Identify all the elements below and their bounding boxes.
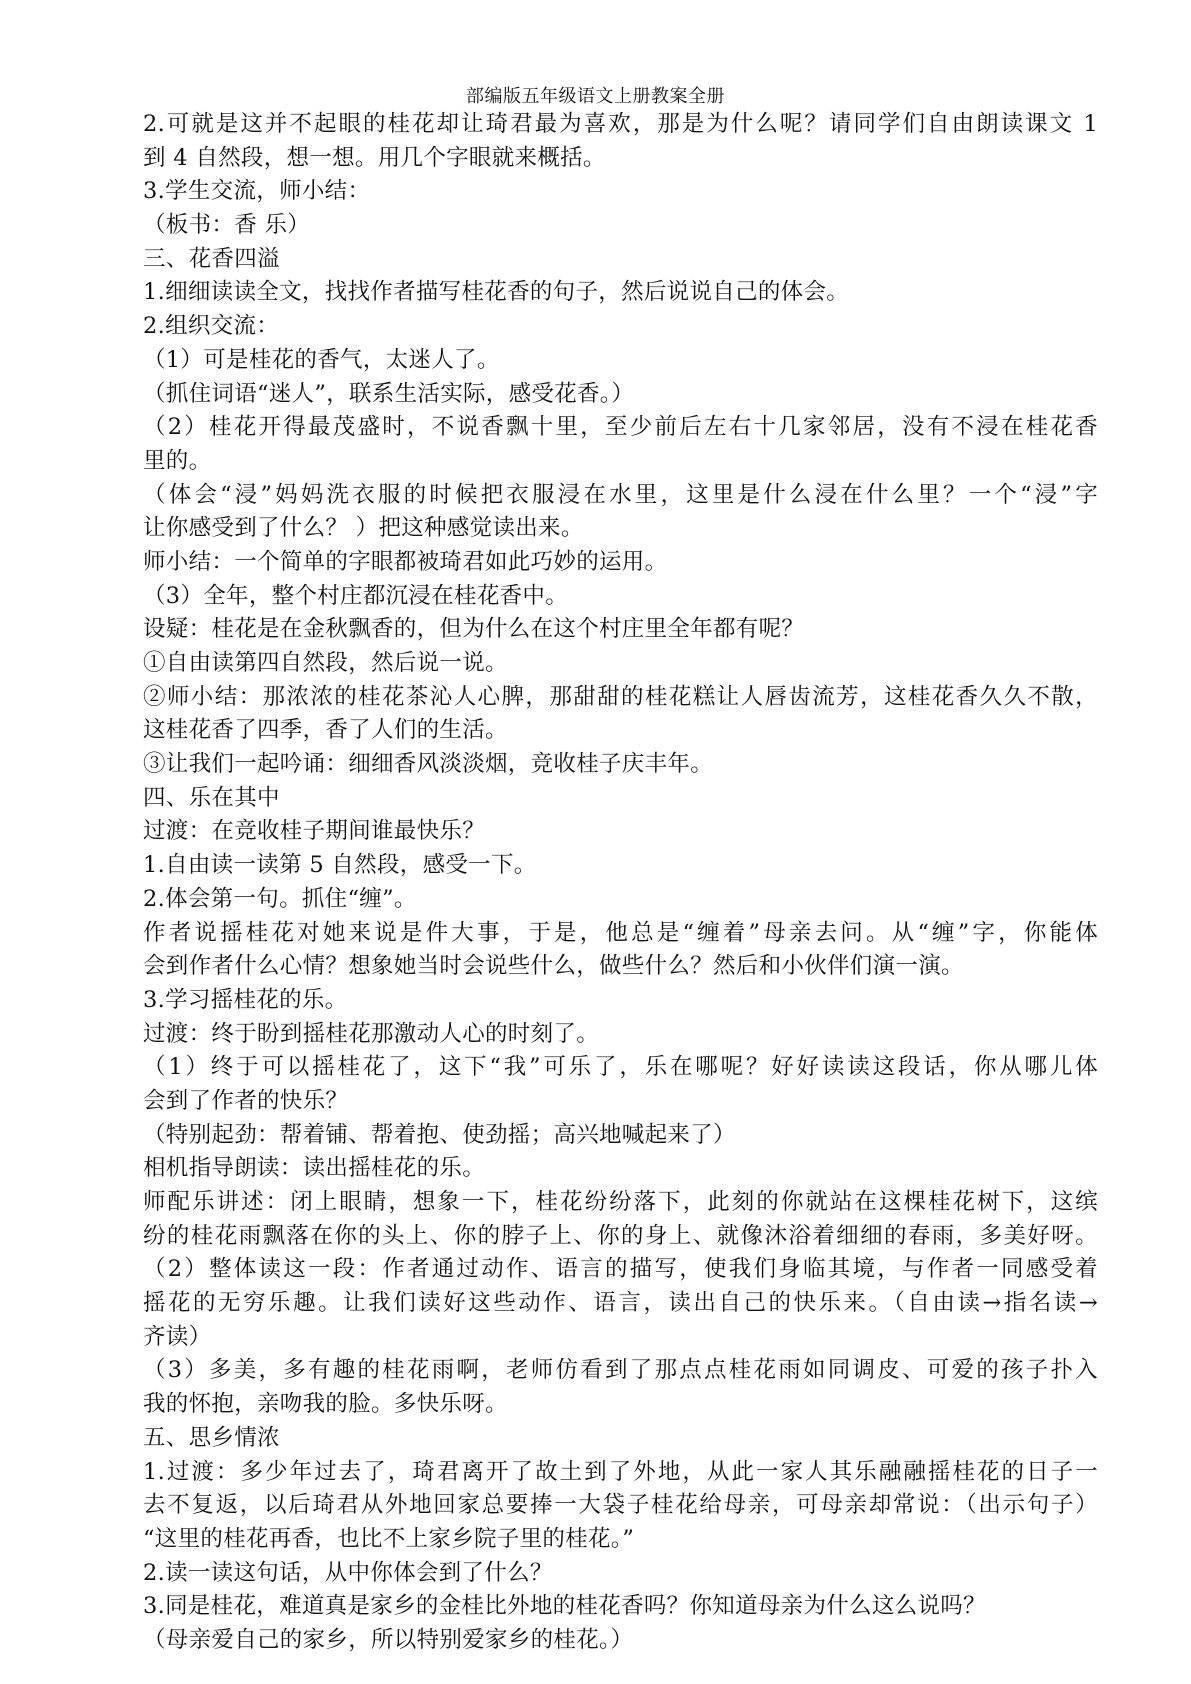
text-line: 四、乐在其中 bbox=[143, 784, 280, 811]
text-line: 2.读一读这句话，从中你体会到了什么？ bbox=[143, 1559, 553, 1586]
text-line: （母亲爱自己的家乡，所以特别爱家乡的桂花。） bbox=[143, 1626, 634, 1653]
text-line: 3.学生交流，师小结： bbox=[143, 178, 371, 205]
text-line: ②师小结：那浓浓的桂花茶沁人心脾，那甜甜的桂花糕让人唇齿流芳，这桂花香久久不散， bbox=[143, 683, 1098, 710]
text-line: 会到了作者的快乐？ bbox=[143, 1087, 349, 1114]
text-line: 摇花的无穷乐趣。让我们读好这些动作、语言，读出自己的快乐来。（自由读→指名读→ bbox=[143, 1290, 1098, 1317]
text-line: 我的怀抱，亲吻我的脸。多快乐呀。 bbox=[143, 1391, 508, 1418]
text-line: 纷的桂花雨飘落在你的头上、你的脖子上、你的身上、就像沐浴着细细的春雨，多美好呀。 bbox=[143, 1222, 1098, 1249]
text-line: 1.自由读一读第 5 自然段，感受一下。 bbox=[143, 852, 537, 879]
text-line: 会到作者什么心情？想象她当时会说些什么，做些什么？然后和小伙伴们演一演。 bbox=[143, 953, 964, 980]
text-line: 1.过渡：多少年过去了，琦君离开了故土到了外地，从此一家人其乐融融摇桂花的日子一 bbox=[143, 1458, 1098, 1485]
text-line: （特别起劲：帮着铺、帮着抱、使劲摇；高兴地喊起来了） bbox=[143, 1121, 736, 1148]
text-line: ③让我们一起吟诵：细细香风淡淡烟，竞收桂子庆丰年。 bbox=[143, 751, 714, 778]
text-line: 2.体会第一句。抓住“缠”。 bbox=[143, 885, 417, 912]
text-line: 师小结：一个简单的字眼都被琦君如此巧妙的运用。 bbox=[143, 548, 668, 575]
text-line: 到 4 自然段，想一想。用几个字眼就来概括。 bbox=[143, 144, 606, 171]
document-body bbox=[143, 108, 1098, 1658]
text-line: 过渡：在竞收桂子期间谁最快乐？ bbox=[143, 818, 486, 845]
text-line: （1）终于可以摇桂花了，这下“我”可乐了，乐在哪呢？好好读读这段话，你从哪儿体 bbox=[143, 1054, 1098, 1081]
text-line: （板书：香 乐） bbox=[143, 212, 311, 239]
text-line: 让你感受到了什么？ ）把这种感觉读出来。 bbox=[143, 515, 584, 542]
text-line: 齐读） bbox=[143, 1323, 212, 1350]
text-line: 设疑：桂花是在金秋飘香的，但为什么在这个村庄里全年都有呢？ bbox=[143, 616, 805, 643]
running-header: 部编版五年级语文上册教案全册 bbox=[466, 86, 725, 107]
text-line: 作者说摇桂花对她来说是件大事，于是，他总是“缠着”母亲去问。从“缠”字，你能体 bbox=[143, 919, 1098, 946]
text-line: （体会“浸”妈妈洗衣服的时候把衣服浸在水里，这里是什么浸在什么里？一个“浸”字 bbox=[143, 481, 1098, 508]
text-line: “这里的桂花再香，也比不上家乡院子里的桂花。” bbox=[143, 1525, 635, 1552]
text-line: 3.学习摇桂花的乐。 bbox=[143, 986, 348, 1013]
text-line: 里的。 bbox=[143, 447, 212, 474]
text-line: （1）可是桂花的香气，太迷人了。 bbox=[143, 346, 500, 373]
text-line: 相机指导朗读：读出摇桂花的乐。 bbox=[143, 1155, 486, 1182]
text-line: 3.同是桂花，难道真是家乡的金桂比外地的桂花香吗？你知道母亲为什么这么说吗？ bbox=[143, 1593, 986, 1620]
text-line: 过渡：终于盼到摇桂花那激动人心的时刻了。 bbox=[143, 1020, 600, 1047]
text-line: 1.细细读读全文，找找作者描写桂花香的句子，然后说说自己的体会。 bbox=[143, 279, 850, 306]
text-line: 师配乐讲述：闭上眼睛，想象一下，桂花纷纷落下，此刻的你就站在这棵桂花树下，这缤 bbox=[143, 1189, 1098, 1215]
text-line: （3）全年，整个村庄都沉浸在桂花香中。 bbox=[143, 582, 569, 609]
text-line: 2.可就是这并不起眼的桂花却让琦君最为喜欢，那是为什么呢？请同学们自由朗读课文 1 bbox=[143, 111, 1098, 137]
text-line: 三、花香四溢 bbox=[143, 245, 280, 272]
text-line: 五、思乡情浓 bbox=[143, 1424, 280, 1451]
text-line: 2.组织交流： bbox=[143, 313, 280, 340]
text-line: ①自由读第四自然段，然后说一说。 bbox=[143, 650, 508, 676]
text-line: （2）桂花开得最茂盛时，不说香飘十里，至少前后左右十几家邻居，没有不浸在桂花香 bbox=[143, 414, 1098, 441]
text-line: （3）多美，多有趣的桂花雨啊，老师仿看到了那点点桂花雨如同调皮、可爱的孩子扑入 bbox=[143, 1357, 1098, 1384]
text-line: 去不复返，以后琦君从外地回家总要捧一大袋子桂花给母亲，可母亲却常说：（出示句子） bbox=[143, 1492, 1098, 1519]
text-line: （抓住词语“迷人”，联系生活实际，感受花香。） bbox=[143, 380, 635, 407]
text-line: 这桂花香了四季，香了人们的生活。 bbox=[143, 717, 508, 744]
text-line: （2）整体读这一段：作者通过动作、语言的描写，使我们身临其境，与作者一同感受着 bbox=[143, 1256, 1098, 1283]
